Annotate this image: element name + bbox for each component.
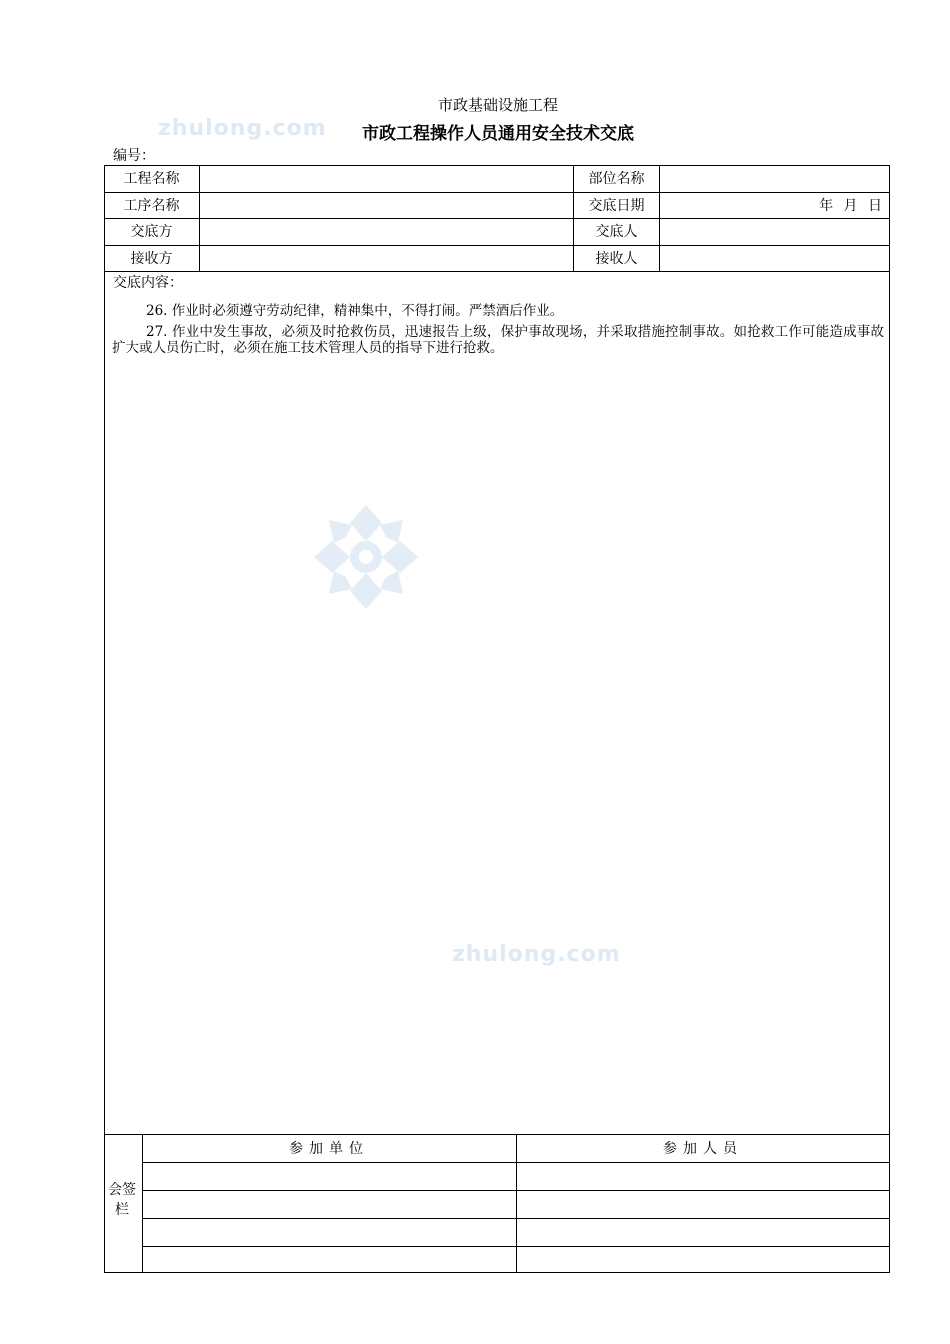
receiving-party-value[interactable]: [200, 246, 573, 272]
grid-line: [142, 1246, 890, 1247]
signoff-people-header: 参加人员: [663, 1141, 743, 1157]
receiver-label: 接收人: [595, 251, 638, 267]
project-name-value[interactable]: [200, 166, 573, 192]
watermark-text: zhulong.com: [158, 116, 327, 141]
briefing-date-value[interactable]: 年 月 日: [819, 198, 882, 214]
project-name-label: 工程名称: [123, 171, 180, 187]
content-paragraph: 27. 作业中发生事故，必须及时抢救伤员，迅速报告上级，保护事故现场，并采取措施控制事故。如抢救工作可能造成事故扩大或人员伤亡时，必须在施工技术管理人员的指导下进行抢救。: [112, 324, 884, 356]
briefing-date-label: 交底日期: [588, 198, 645, 214]
process-name-value[interactable]: [200, 193, 573, 219]
receiving-party-label: 接收方: [130, 251, 173, 267]
content-paragraph: 26. 作业时必须遵守劳动纪律，精神集中，不得打闹。严禁酒后作业。: [146, 303, 564, 319]
content-label: 交底内容：: [113, 275, 183, 291]
briefing-person-label: 交底人: [595, 224, 638, 240]
page-subtitle: 市政基础设施工程: [437, 96, 558, 114]
part-name-label: 部位名称: [588, 171, 645, 187]
receiver-value[interactable]: [660, 246, 890, 272]
doc-number-label: 编号：: [113, 148, 155, 164]
grid-line: [142, 1190, 890, 1191]
process-name-label: 工序名称: [123, 198, 180, 214]
page-title: 市政工程操作人员通用安全技术交底: [362, 124, 634, 144]
briefing-party-label: 交底方: [130, 224, 173, 240]
signoff-unit-header: 参加单位: [289, 1141, 369, 1157]
signoff-side-label: 会签栏: [108, 1182, 136, 1218]
briefing-person-value[interactable]: [660, 219, 890, 245]
grid-line: [142, 1218, 890, 1219]
briefing-party-value[interactable]: [200, 219, 573, 245]
watermark-text: zhulong.com: [452, 942, 621, 967]
part-name-value[interactable]: [660, 166, 890, 192]
